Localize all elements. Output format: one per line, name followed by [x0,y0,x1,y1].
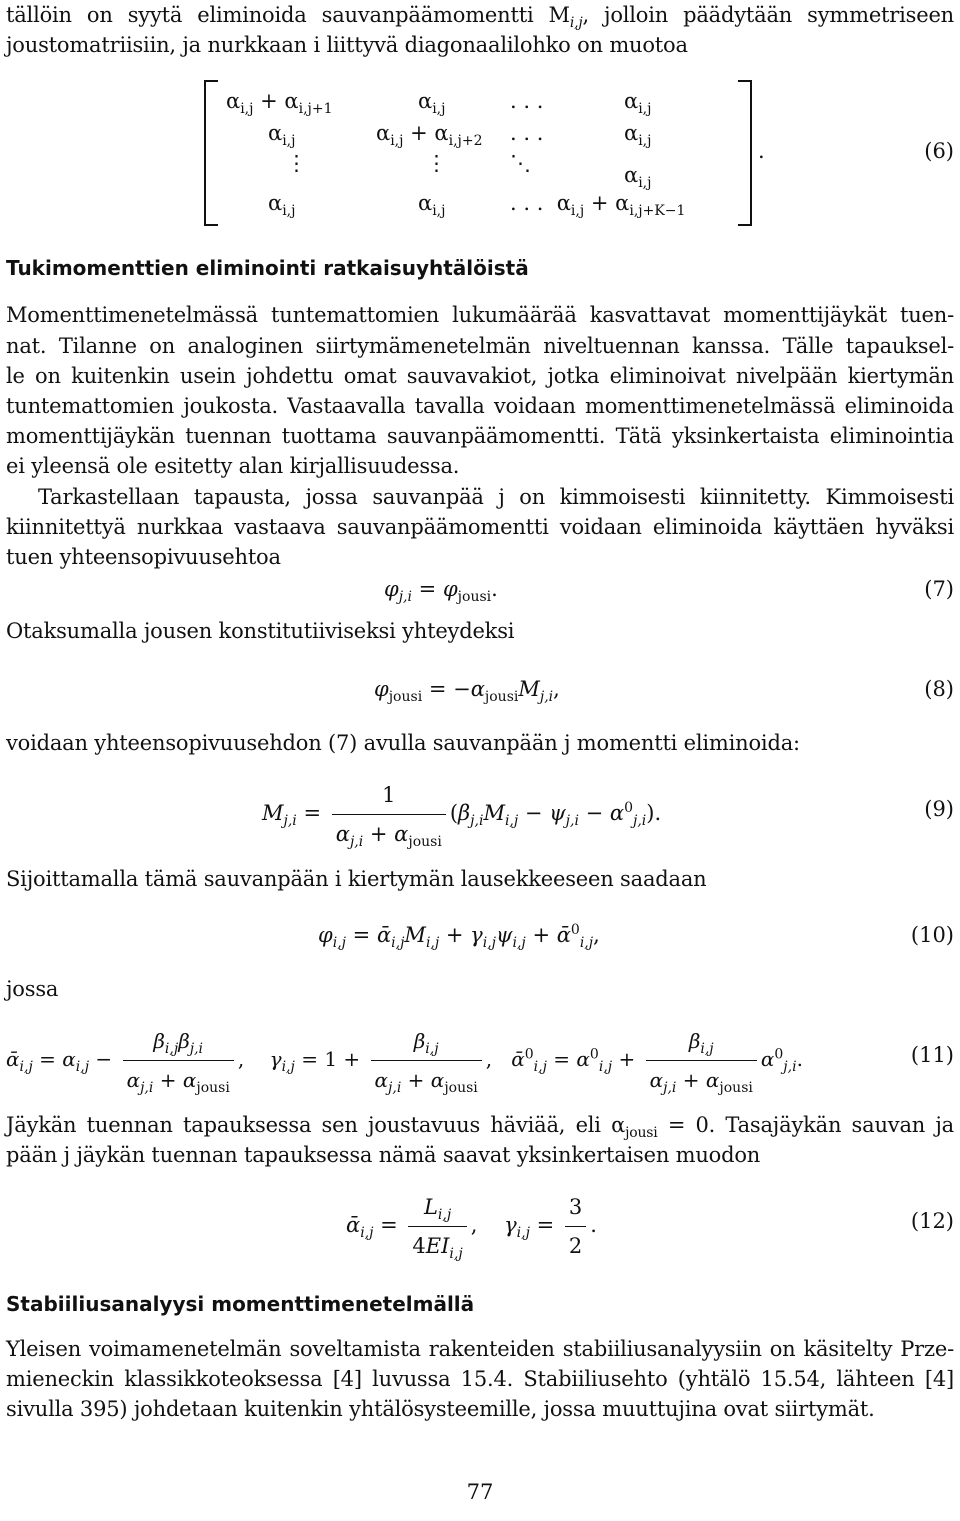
section-heading-1: Tukimomenttien eliminointi ratkaisuyhtälöistä [6,256,529,280]
paragraph-line: tuen yhteensopivuusehtoa [6,545,281,569]
matrix-left-bracket [204,80,218,226]
equation-12: ᾱ$_{i,j}$ = $\frac{L_{i,j}}{4EI_{i,j}}$ , $\gamma_{i,j}$ = $\frac{3}{2}$ . [346,1190,597,1263]
matrix-cell: $\alpha_{i,j}$ [624,163,652,192]
intro-line-2: joustomatriisiin, ja nurkkaan i liittyvä diagonaalilohko on muotoa [6,33,688,57]
paragraph-line: pään j jäykän tuennan tapauksessa nämä saavat yksinkertaisen muodon [6,1143,761,1167]
paragraph-line: le on kuitenkin usein johdettu omat sauvavakiot, jotka eliminoivat nivelpään kiertymän [6,364,954,388]
matrix-cell: $\alpha_{i,j} + \alpha_{i,j+1}$ [226,89,333,118]
matrix-cell: $\alpha_{i,j}$ [268,121,296,150]
paragraph-line: nat. Tilanne on analoginen siirtymämenetelmän niveltuennan kanssa. Tälle tapauksel- [6,334,954,358]
matrix-period: . [758,139,765,163]
eq-number-6: (6) [924,139,954,163]
paragraph-line: Otaksumalla jousen konstitutiiviseksi yhteydeksi [6,619,515,643]
section-heading-2: Stabiiliusanalyysi momenttimenetelmällä [6,1292,475,1316]
matrix-right-bracket [738,80,752,226]
matrix-cell: . . . $\alpha_{i,j} + \alpha_{i,j+K-1}$ [510,191,686,220]
paragraph-line: jossa [6,977,59,1001]
matrix-cell: . . . [510,121,544,145]
matrix-cell: $\alpha_{i,j}$ [418,191,446,220]
paragraph-line: voidaan yhteensopivuusehdon (7) avulla sauvanpään j momentti eliminoida: [6,731,800,755]
fraction: $\frac{1}{\alpha_{j,i} + \alpha_{jousi}}$ [332,778,446,851]
paragraph-line: Sijoittamalla tämä sauvanpään i kiertymän lausekkeeseen saadaan [6,867,707,891]
eq-number-9: (9) [924,797,954,821]
equation-9: $M_{j,i}$ = $\frac{1}{\alpha_{j,i} + \alpha_{jousi}}$ $(\beta_{j,i}M_{i,j} - \psi_{j,i} - \alpha^0_{j,i})$. [262,778,661,851]
eq-number-8: (8) [924,677,954,701]
matrix-cell: ⋮ [286,151,307,175]
matrix-equation-6 [204,80,752,222]
intro-line-1: tällöin on syytä eliminoida sauvanpäämomentti $M_{i,j}$, jolloin päädytään symmetriseen [6,3,955,32]
equation-8: $\varphi_{jousi} = -\alpha_{jousi}M_{j,i}$, [374,677,560,706]
paragraph-line: tuntemattomien joukosta. Vastaavalla tavalla voidaan momenttimenetelmässä eliminoida [6,394,954,418]
page-number: 77 [466,1480,494,1504]
paragraph-line: Jäykän tuennan tapauksessa sen joustavuus häviää, eli $\alpha_{jousi} = 0$. Tasajäykän sauvan ja [6,1113,954,1142]
matrix-cell: ⋱ [510,151,531,175]
paragraph-line: Tarkastellaan tapausta, jossa sauvanpää j on kimmoisesti kiinnitetty. Kimmoisesti [38,485,954,509]
matrix-cell: ⋮ [426,151,447,175]
equation-7: $\varphi_{j,i} = \varphi_{jousi}$. [384,577,498,606]
paragraph-line: Yleisen voimamenetelmän soveltamista rakenteiden stabiiliusanalyysiin on käsitelty Prze- [6,1337,954,1361]
paragraph-line: momenttijäykän tuennan tuottama sauvanpäämomentti. Tätä yksinkertaista eliminointia [6,424,954,448]
matrix-cell: . . . [510,89,544,113]
paragraph-line: kiinnitettyä nurkkaa vastaava sauvanpäämomentti voidaan eliminoida käyttäen hyväksi [6,515,954,539]
paragraph-line: Momenttimenetelmässä tuntemattomien lukumäärää kasvattavat momenttijäykät tuen- [6,303,954,327]
paragraph-line: sivulla 395) johdetaan kuitenkin yhtälösysteemille, jossa muuttujina ovat siirtymät. [6,1397,875,1421]
matrix-cell: $\alpha_{i,j} + \alpha_{i,j+2}$ [376,121,483,150]
matrix-cell: $\alpha_{i,j}$ [418,89,446,118]
matrix-cell: $\alpha_{i,j}$ [624,89,652,118]
eq-number-11: (11) [910,1043,954,1067]
paragraph-line: ei yleensä ole esitetty alan kirjallisuudessa. [6,454,460,478]
eq-number-12: (12) [910,1209,954,1233]
matrix-cell: $\alpha_{i,j}$ [624,121,652,150]
equation-10: $\varphi_{i,j}$ = $ᾱ_{i,j}M_{i,j} + \gamma_{i,j}\psi_{i,j}$ + ᾱ$^0_{i,j}$, [318,922,600,952]
paragraph-line: mieneckin klassikkoteoksessa [4] luvussa 15.4. Stabiiliusehto (yhtälö 15.54, lähteen [4] [6,1367,954,1391]
eq-number-10: (10) [910,923,954,947]
equation-11: ᾱ$_{i,j}$ = $\alpha_{i,j}$ − $\frac{\beta_{i,j}\beta_{j,i}}{\alpha_{j,i} + \alpha_{jousi}}$ , $\gamma_{i,j} = 1$ + $\frac{\beta_{i,j}}{\alpha_{j,i} + \alpha_{jousi}}$ , ᾱ$^0_{i,j}$ = $\alpha^0_{i,j}$ + $\frac{\beta_{i,j}}{\alpha_{j,i} + \alpha_{jousi}}$ $\alpha^0_{j,i}$. [6,1024,803,1097]
eq-number-7: (7) [924,577,954,601]
matrix-cell: $\alpha_{i,j}$ [268,191,296,220]
